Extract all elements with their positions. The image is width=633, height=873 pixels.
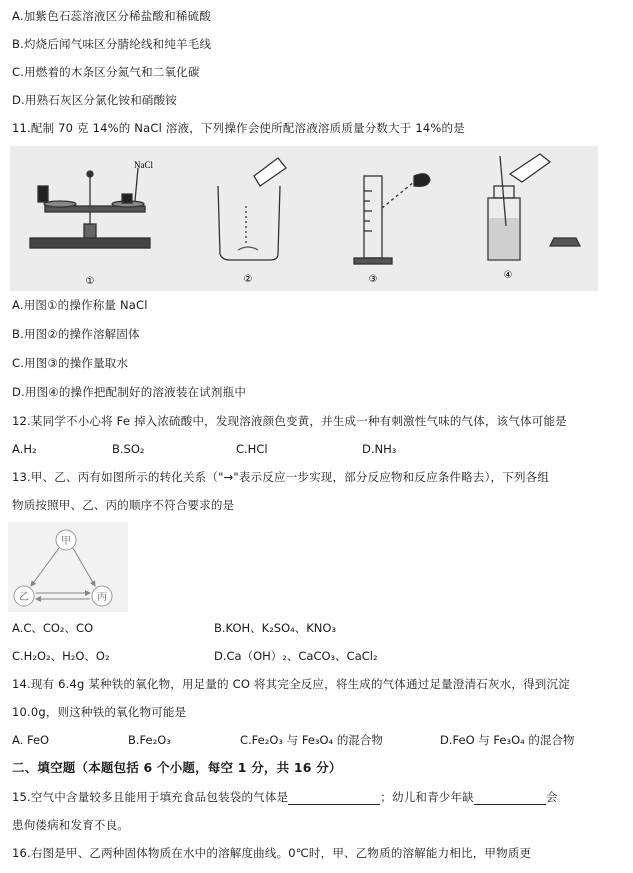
q13-option-b: B.KOH、K₂SO₄、KNO₃ [214,621,337,635]
q13-stem-line2: 物质按照甲、乙、丙的顺序不符合要求的是 [12,498,235,512]
q15-stem [12,789,558,805]
beaker-illustration [218,158,286,260]
q11-option-d: D.用图④的操作把配制好的溶液装在试剂瓶中 [12,385,247,399]
figure-label-4: ④ [503,270,513,281]
section-2-heading: 二、填空题（本题包括 6 个小题，每空 1 分，共 16 分） [12,760,342,775]
q14-stem-line1: 14.现有 6.4g 某种铁的氧化物，用足量的 CO 将其完全反应，将生成的气体通过足量澄清石灰水，得到沉淀 [12,677,570,691]
label-jia: 甲 [61,536,71,547]
q12-option-a: A.H₂ [12,442,37,456]
q11-option-a: A.用图①的操作称量 NaCl [12,298,148,312]
q13-option-a: A.C、CO₂、CO [12,621,94,635]
q10-option-d: D.用熟石灰区分氯化铵和硝酸铵 [12,93,178,107]
q13-option-c: C.H₂O₂、H₂O、O₂ [12,649,110,663]
figure-label-2: ② [243,274,253,285]
nacl-label: NaCl [134,160,153,170]
q10-option-a: A.加紫色石蕊溶液区分稀盐酸和稀硫酸 [12,9,211,23]
q11-stem: 11.配制 70 克 14%的 NaCl 溶液，下列操作会使所配溶液溶质质量分数大于 14%的是 [12,121,465,135]
triangle-drawing [8,522,128,612]
q15-stem-line2: 患佝偻病和发育不良。 [12,818,129,832]
bottle-illustration [488,154,580,260]
arrow-jia-yi [31,548,59,586]
q10-option-b: B.灼烧后闻气味区分腈纶线和纯羊毛线 [12,37,212,51]
arrow-jia-bing [73,548,95,586]
q14-option-a: A. FeO [12,733,50,747]
q15-text-1: 15.空气中含量较多且能用于填充食品包装袋的气体是 [12,790,289,804]
q14-option-c: C.Fe₂O₃ 与 Fe₃O₄ 的混合物 [240,733,383,747]
q10-option-c: C.用燃着的木条区分氮气和二氧化碳 [12,65,200,79]
q12-option-b: B.SO₂ [112,442,145,456]
q11-option-b: B.用图②的操作溶解固体 [12,327,140,341]
q14-option-d: D.FeO 与 Fe₃O₄ 的混合物 [440,733,575,747]
figure-label-3: ③ [368,274,378,285]
q15-text-3: 会 [545,790,558,804]
q11-option-c: C.用图③的操作量取水 [12,356,129,370]
label-bing: 丙 [97,592,107,603]
label-yi: 乙 [19,592,29,603]
q14-option-b: B.Fe₂O₃ [128,733,171,747]
cylinder-illustration [354,174,430,264]
q12-stem: 12.某同学不小心将 Fe 掉入浓硫酸中，发现溶液颜色变黄，并生成一种有刺激性气味的气体，该气体可能是 [12,414,567,428]
q16-stem: 16.右图是甲、乙两种固体物质在水中的溶解度曲线。0℃时，甲、乙物质的溶解能力相比，甲物质更 [12,846,532,860]
q12-option-d: D.NH₃ [362,442,397,456]
lab-operations-drawing [10,146,598,291]
q12-option-c: C.HCl [236,442,268,456]
q13-option-d: D.Ca（OH）₂、CaCO₃、CaCl₂ [214,649,378,663]
balance-illustration [30,168,150,248]
q15-blank-2[interactable] [474,791,546,805]
q14-stem-line2: 10.0g，则这种铁的氧化物可能是 [12,705,187,719]
lab-operations-figure [10,146,598,291]
figure-label-1: ① [85,276,95,287]
conversion-triangle-figure [8,522,128,612]
q15-blank-1[interactable] [288,791,380,805]
q15-text-2: ；幼儿和青少年缺 [380,790,474,804]
q13-stem-line1: 13.甲、乙、丙有如图所示的转化关系（"→"表示反应一步实现，部分反应物和反应条件略去），下列各组 [12,470,550,484]
